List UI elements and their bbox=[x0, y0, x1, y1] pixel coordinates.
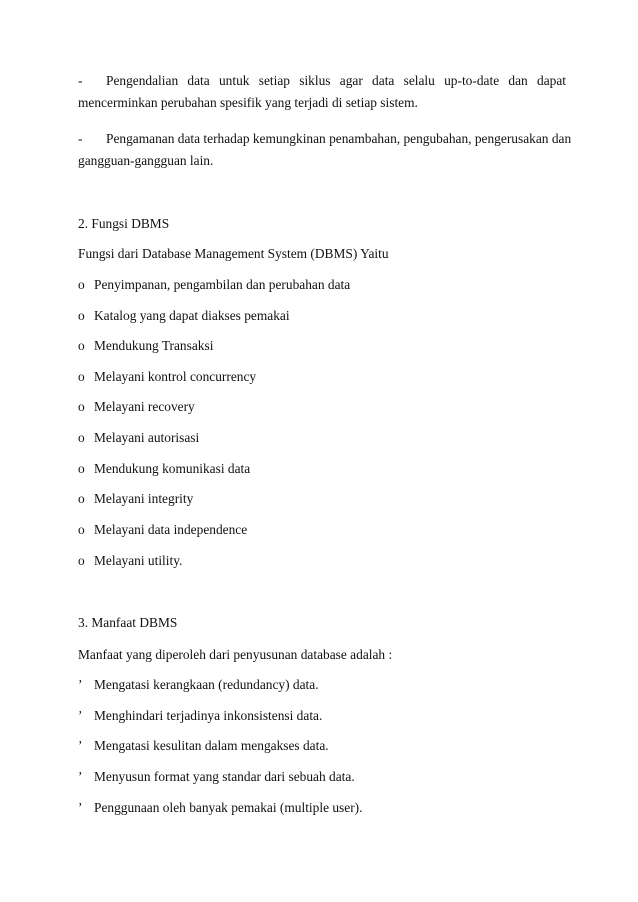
section3-list-item bbox=[78, 737, 329, 755]
section3-intro: Manfaat yang diperoleh dari penyusunan database adalah : bbox=[78, 647, 393, 662]
list-bullet: o bbox=[78, 338, 85, 353]
section3-list-item-text: Menyusun format yang standar dari sebuah data. bbox=[94, 769, 355, 784]
section2-list-item-text: Mendukung Transaksi bbox=[94, 338, 214, 353]
intro-item-1-line2: mencerminkan perubahan spesifik yang terjadi di setiap sistem. bbox=[78, 95, 418, 110]
list-bullet: o bbox=[78, 399, 85, 414]
section2-list-item-text: Melayani autorisasi bbox=[94, 430, 200, 445]
list-bullet: o bbox=[78, 522, 85, 537]
section2-list-item bbox=[78, 398, 195, 416]
section3-list-item-text: Penggunaan oleh banyak pemakai (multiple user). bbox=[94, 800, 363, 815]
dash-bullet: - bbox=[78, 131, 83, 146]
intro-item-1 bbox=[78, 72, 566, 110]
section2-list-item bbox=[78, 368, 256, 386]
list-bullet: ’ bbox=[78, 738, 83, 753]
section3-list-item bbox=[78, 676, 319, 694]
section2-intro: Fungsi dari Database Management System (DBMS) Yaitu bbox=[78, 246, 389, 261]
section2-heading: 2. Fungsi DBMS bbox=[78, 216, 170, 231]
list-bullet: ’ bbox=[78, 708, 83, 723]
section2-list-item-text: Melayani recovery bbox=[94, 399, 195, 414]
section2-list-item bbox=[78, 337, 213, 355]
section2-list-item bbox=[78, 276, 350, 294]
list-bullet: o bbox=[78, 553, 85, 568]
section2-list-item-text: Melayani kontrol concurrency bbox=[94, 369, 257, 384]
section3-list-item-text: Menghindari terjadinya inkonsistensi data. bbox=[94, 708, 323, 723]
intro-item-2-line2: gangguan-gangguan lain. bbox=[78, 153, 214, 168]
section2-list-item-text: Melayani utility. bbox=[94, 553, 183, 568]
list-bullet: o bbox=[78, 461, 85, 476]
list-bullet: o bbox=[78, 491, 85, 506]
intro-item-1-first-line bbox=[78, 72, 566, 90]
section2-list-item-text: Penyimpanan, pengambilan dan perubahan data bbox=[94, 277, 351, 292]
intro-item-2-first-line bbox=[78, 130, 572, 148]
section2-list-item bbox=[78, 521, 247, 539]
section2-list-item bbox=[78, 552, 182, 570]
section2-list-item-text: Mendukung komunikasi data bbox=[94, 461, 251, 476]
list-bullet: ’ bbox=[78, 677, 83, 692]
section3-list-item bbox=[78, 799, 362, 817]
list-bullet: o bbox=[78, 308, 85, 323]
list-bullet: ’ bbox=[78, 769, 83, 784]
section3-heading: 3. Manfaat DBMS bbox=[78, 615, 178, 630]
section3-list-item bbox=[78, 768, 355, 786]
intro-item-1-line1: Pengendalian data untuk setiap siklus agar data selalu up-to-date dan dapat bbox=[106, 73, 566, 88]
list-bullet: o bbox=[78, 430, 85, 445]
section3-list-item-text: Mengatasi kesulitan dalam mengakses data. bbox=[94, 738, 329, 753]
intro-item-2 bbox=[78, 130, 572, 168]
section2-list-item bbox=[78, 490, 193, 508]
dash-bullet: - bbox=[78, 73, 83, 88]
list-bullet: o bbox=[78, 369, 85, 384]
section2-list-item bbox=[78, 307, 290, 325]
section2-list-item bbox=[78, 429, 199, 447]
section2-list-item-text: Melayani data independence bbox=[94, 522, 248, 537]
section2-list-item-text: Katalog yang dapat diakses pemakai bbox=[94, 308, 290, 323]
list-bullet: ’ bbox=[78, 800, 83, 815]
section3-list-item bbox=[78, 707, 322, 725]
section2-list-item-text: Melayani integrity bbox=[94, 491, 194, 506]
section2-list-item bbox=[78, 460, 250, 478]
intro-item-2-line1: Pengamanan data terhadap kemungkinan penambahan, pengubahan, pengerusakan dan bbox=[106, 131, 572, 146]
list-bullet: o bbox=[78, 277, 85, 292]
section3-list-item-text: Mengatasi kerangkaan (redundancy) data. bbox=[94, 677, 319, 692]
